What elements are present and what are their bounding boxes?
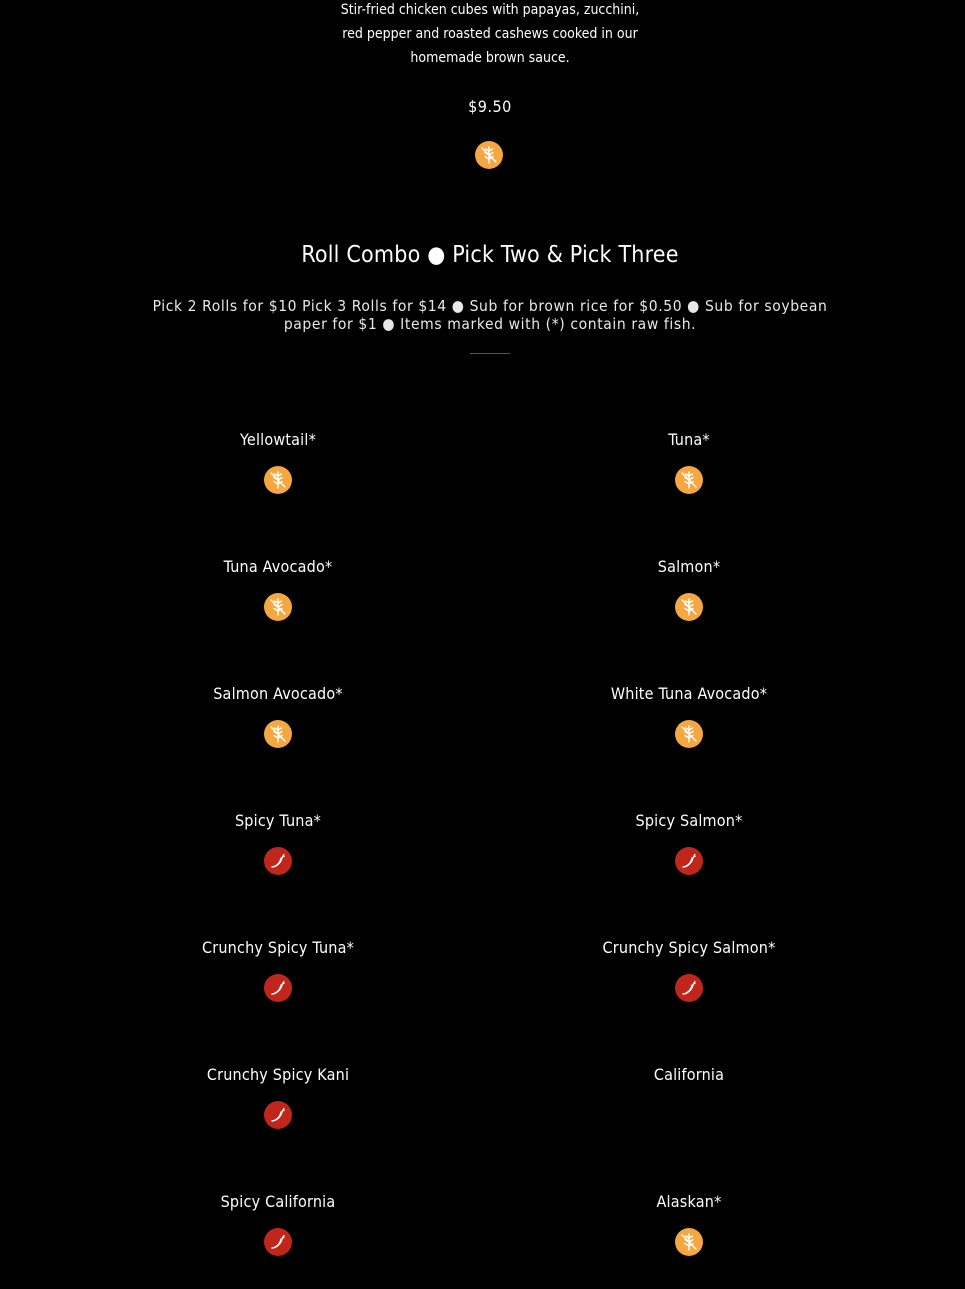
menu-item-name: Spicy Salmon* xyxy=(635,811,743,830)
gluten-free-icon xyxy=(675,593,703,621)
menu-item xyxy=(489,684,889,704)
section-description: Pick 2 Rolls for $10 Pick 3 Rolls for $14 ● Sub for brown rice for $0.50 ● Sub for soybean paper for $1 ● Items marked with (*) contain raw fish. xyxy=(152,297,828,333)
menu-item-name: Alaskan* xyxy=(656,1192,722,1211)
menu-item xyxy=(78,557,478,577)
menu-item xyxy=(489,430,889,450)
menu-item-name: Crunchy Spicy Kani xyxy=(206,1065,350,1084)
menu-item xyxy=(78,938,478,958)
spicy-pepper-icon xyxy=(264,1228,292,1256)
item-description: Stir-fried chicken cubes with papayas, zucchini, red pepper and roasted cashews cooked in our homemade brown sauce. xyxy=(340,2,640,66)
menu-item xyxy=(78,1065,478,1085)
menu-item xyxy=(78,1192,478,1212)
menu-item xyxy=(489,938,889,958)
menu-item xyxy=(78,430,478,450)
menu-item-name: White Tuna Avocado* xyxy=(610,684,768,703)
menu-item xyxy=(489,557,889,577)
menu-item-name: Spicy California xyxy=(220,1192,336,1211)
menu-item-name: Tuna* xyxy=(668,430,710,449)
menu-item xyxy=(489,811,889,831)
menu-item-name: Yellowtail* xyxy=(240,430,316,449)
spicy-pepper-icon xyxy=(675,974,703,1002)
menu-item-name: California xyxy=(653,1065,725,1084)
spicy-pepper-icon xyxy=(264,847,292,875)
menu-item xyxy=(489,1192,889,1212)
gluten-free-icon xyxy=(264,593,292,621)
spicy-pepper-icon xyxy=(675,847,703,875)
item-price: $9.50 xyxy=(468,97,512,116)
section-divider xyxy=(470,353,510,354)
gluten-free-icon xyxy=(264,466,292,494)
section-title: Roll Combo ● Pick Two & Pick Three xyxy=(301,242,679,268)
menu-item xyxy=(78,811,478,831)
menu-item xyxy=(489,1065,889,1085)
spicy-pepper-icon xyxy=(264,1101,292,1129)
gluten-free-icon xyxy=(675,466,703,494)
gluten-free-icon xyxy=(264,720,292,748)
menu-item-name: Crunchy Spicy Salmon* xyxy=(602,938,776,957)
gluten-free-icon xyxy=(675,1228,703,1256)
menu-item-name: Tuna Avocado* xyxy=(223,557,333,576)
menu-item-name: Salmon Avocado* xyxy=(213,684,343,703)
gluten-free-icon xyxy=(675,720,703,748)
spicy-pepper-icon xyxy=(264,974,292,1002)
menu-item-name: Crunchy Spicy Tuna* xyxy=(201,938,355,957)
gluten-free-icon xyxy=(475,141,503,169)
menu-item xyxy=(78,684,478,704)
menu-item-name: Salmon* xyxy=(657,557,721,576)
menu-item-name: Spicy Tuna* xyxy=(234,811,322,830)
